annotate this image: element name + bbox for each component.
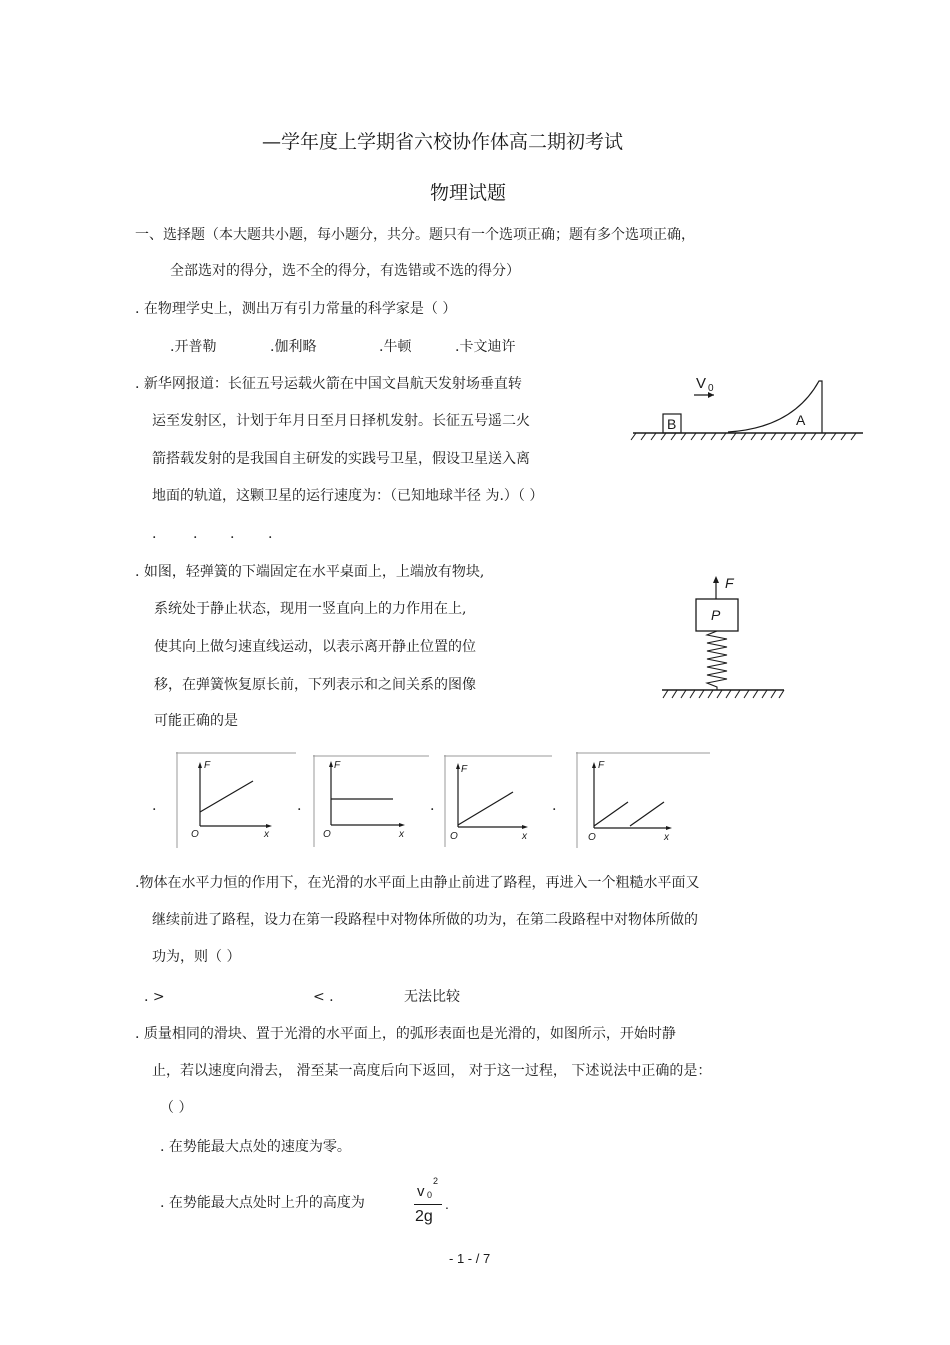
graph-c-origin: O: [450, 831, 458, 842]
slope-a-label: A: [796, 412, 806, 428]
graph-b-y-arrow: [329, 761, 333, 767]
q5-line-3: （ ）: [160, 1100, 193, 1116]
q2-option-b: .: [193, 526, 198, 542]
graph-b-origin: O: [323, 829, 331, 840]
spring-figure: [658, 572, 790, 707]
q2-line-4: 地面的轨道，这颗卫星的运行速度为：（已知地球半径 为.）（ ）: [152, 488, 544, 504]
table-hatching: [663, 690, 784, 698]
q2-option-d: .: [268, 526, 273, 542]
graph-d-y-label: F: [598, 760, 605, 771]
graph-option-c-marker: .: [430, 798, 435, 814]
q5-option-a: . 在势能最大点处的速度为零。: [160, 1139, 351, 1155]
q4-line-1: .物体在水平力恒的作用下，在光滑的水平面上由静止前进了路程，再进入一个粗糙水平面又: [135, 875, 700, 891]
graph-c-y-arrow: [456, 763, 460, 769]
q5-option-b: . 在势能最大点处时上升的高度为: [160, 1195, 365, 1211]
block-b-label: B: [667, 416, 677, 432]
graph-a-y-arrow: [198, 762, 202, 768]
graph-a-x-label: x: [264, 829, 269, 840]
q5-line-2: 止，若以速度向滑去， 滑至某一高度后向下返回， 对于这一过程， 下述说法中正确的是：: [152, 1063, 712, 1079]
q2-line-1: . 新华网报道：长征五号运载火箭在中国文昌航天发射场垂直转: [135, 376, 522, 392]
graph-c-line: [458, 792, 513, 825]
q5-line-1: . 质量相同的滑块、置于光滑的水平面上，的弧形表面也是光滑的，如图所示，开始时静: [135, 1026, 676, 1042]
q4-line-2: 继续前进了路程，设力在第一段路程中对物体所做的功为，在第二段路程中对物体所做的: [152, 912, 698, 928]
graph-c-x-label: x: [522, 831, 527, 842]
section-heading-cont: 全部选对的得分，选不全的得分，有选错或不选的得分）: [170, 263, 520, 279]
graph-d-line-2: [630, 802, 664, 826]
q1-option-a: .开普勒: [170, 339, 217, 355]
force-label: F: [725, 575, 734, 591]
graph-option-b-marker: .: [297, 798, 302, 814]
q2-option-c: .: [230, 526, 235, 542]
slope-a: [728, 381, 822, 433]
graph-a-line: [200, 781, 253, 812]
graph-a: [176, 752, 298, 850]
graph-d-y-arrow: [592, 762, 596, 768]
q1-option-b: .伽利略: [270, 339, 317, 355]
page-title: —学年度上学期省六校协作体高二期初考试: [262, 131, 624, 153]
page-subtitle: 物理试题: [430, 182, 507, 204]
graph-option-d-marker: .: [552, 798, 557, 814]
graph-a-origin: O: [191, 829, 199, 840]
graph-b-y-label: F: [334, 760, 341, 771]
q4-option-a: . >: [144, 989, 165, 1005]
q4-line-3: 功为，则（ ）: [152, 949, 241, 965]
formula-denominator: 2g: [415, 1208, 433, 1225]
q4-option-b: < .: [313, 989, 334, 1005]
spring: [707, 631, 727, 690]
q3-line-1: . 如图，轻弹簧的下端固定在水平桌面上，上端放有物块,: [135, 564, 485, 580]
graph-c-x-arrow: [522, 825, 528, 829]
q1-stem: . 在物理学史上，测出万有引力常量的科学家是（ ）: [135, 301, 457, 317]
formula-numerator-sub: 0: [427, 1190, 433, 1200]
q3-line-2: 系统处于静止状态，现用一竖直向上的力作用在上,: [154, 601, 467, 617]
height-formula: [412, 1176, 462, 1232]
slope-figure: [628, 368, 868, 444]
ground-hatching: [631, 433, 856, 440]
graph-a-x-arrow: [266, 824, 272, 828]
graph-a-y-label: F: [204, 760, 211, 771]
graph-c-y-label: F: [461, 764, 468, 775]
formula-end: .: [445, 1196, 449, 1212]
graph-option-a-marker: .: [152, 798, 157, 814]
formula-fraction-bar: [414, 1204, 442, 1205]
q3-line-4: 移，在弹簧恢复原长前，下列表示和之间关系的图像: [154, 677, 476, 693]
graph-d-x-arrow: [666, 826, 672, 830]
q2-line-2: 运至发射区，计划于年月日至月日择机发射。长征五号遥二火: [152, 413, 530, 429]
graph-d-line-1: [594, 802, 628, 826]
graph-c: [444, 755, 557, 850]
graph-b: [313, 755, 431, 850]
v0-sub: 0: [708, 383, 714, 394]
graph-b-x-arrow: [399, 823, 405, 827]
section-heading: 一、选择题（本大题共小题，每小题分，共分。题只有一个选项正确；题有多个选项正确，: [135, 227, 695, 243]
page-number: - 1 - / 7: [449, 1251, 491, 1266]
q2-option-a: .: [152, 526, 157, 542]
block-p-label: P: [711, 607, 721, 623]
graph-d-x-label: x: [664, 832, 669, 843]
graph-b-x-label: x: [399, 829, 404, 840]
q3-line-5: 可能正确的是: [154, 713, 238, 729]
force-arrowhead: [713, 576, 719, 583]
v0-label: V: [696, 375, 707, 392]
q1-option-c: .牛顿: [379, 339, 412, 355]
q3-line-3: 使其向上做匀速直线运动，以表示离开静止位置的位: [154, 639, 476, 655]
q2-line-3: 箭搭载发射的是我国自主研发的实践号卫星，假设卫星送入离: [152, 451, 530, 467]
formula-numerator-sup: 2: [433, 1176, 439, 1186]
graph-d-origin: O: [588, 832, 596, 843]
graph-d: [576, 752, 712, 850]
q4-option-c: 无法比较: [404, 989, 460, 1005]
formula-numerator: v: [417, 1183, 425, 1200]
q1-option-d: .卡文迪许: [455, 339, 516, 355]
